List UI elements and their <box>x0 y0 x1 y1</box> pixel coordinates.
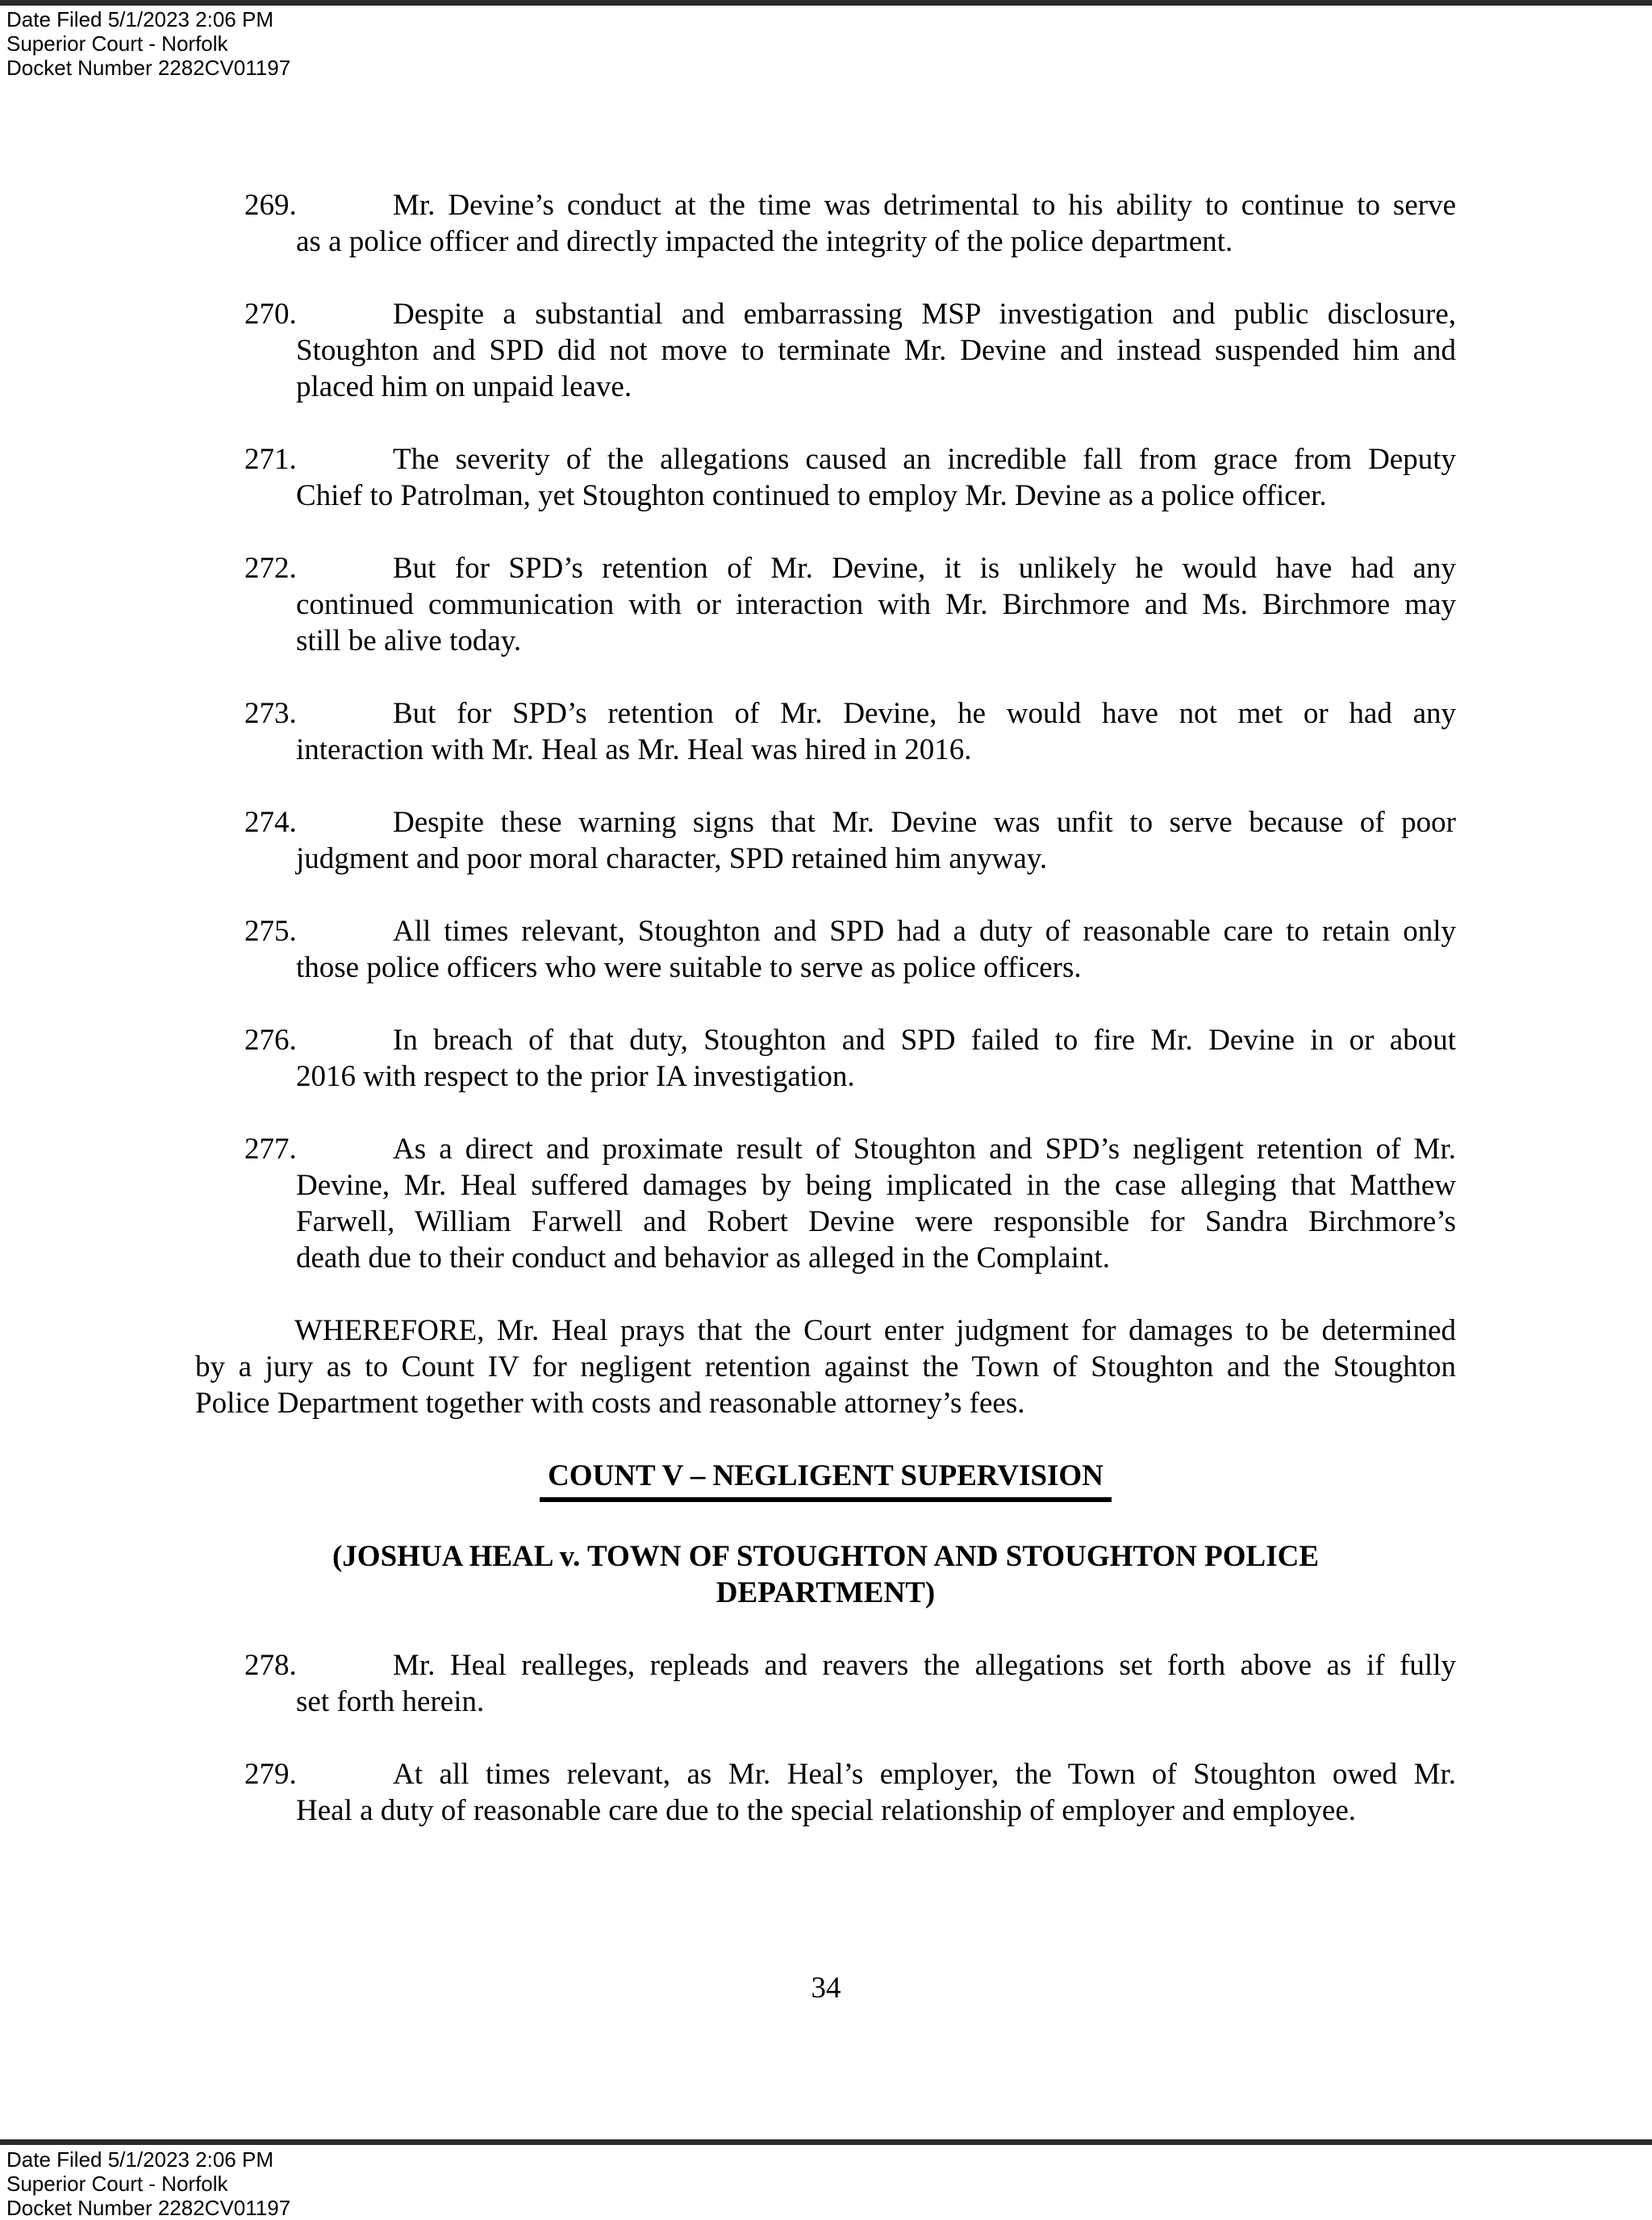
efiling-stamp-footer <box>6 2147 290 2220</box>
paragraph-line: In breach of that duty, Stoughton and SPD failed to fire Mr. Devine in or about <box>393 1024 1456 1057</box>
stamp-date-filed: Date Filed 5/1/2023 2:06 PM <box>6 2147 273 2172</box>
paragraph-line: Farwell, William Farwell and Robert Devine were responsible for Sandra Birchmore’s <box>296 1205 1456 1238</box>
paragraph-line: judgment and poor moral character, SPD retained him anyway. <box>296 842 1048 875</box>
paragraph-number: 275. <box>244 915 297 948</box>
paragraph-278 <box>195 1647 1456 1720</box>
paragraph-275 <box>195 913 1456 986</box>
complaint-body <box>195 187 1456 1865</box>
paragraph-line: At all times relevant, as Mr. Heal’s employer, the Town of Stoughton owed Mr. <box>393 1758 1456 1791</box>
paragraph-272 <box>195 550 1456 659</box>
stamp-docket-number: Docket Number 2282CV01197 <box>6 56 291 80</box>
paragraph-line: Stoughton and SPD did not move to terminate Mr. Devine and instead suspended him and <box>296 334 1456 367</box>
paragraph-277 <box>195 1131 1456 1276</box>
paragraph-line: placed him on unpaid leave. <box>296 370 632 403</box>
paragraph-line: death due to their conduct and behavior as alleged in the Complaint. <box>296 1241 1110 1275</box>
paragraph-270 <box>195 296 1456 405</box>
scan-top-bar <box>0 0 1652 6</box>
parties-heading-line: DEPARTMENT) <box>715 1576 936 1609</box>
efiling-stamp-header <box>6 7 290 80</box>
scan-bottom-bar <box>0 2139 1652 2145</box>
stamp-date-filed: Date Filed 5/1/2023 2:06 PM <box>6 7 273 31</box>
paragraph-271 <box>195 441 1456 514</box>
stamp-court-name: Superior Court - Norfolk <box>6 31 228 56</box>
paragraph-number: 276. <box>244 1024 297 1057</box>
wherefore-clause <box>195 1312 1456 1421</box>
parties-heading <box>195 1538 1456 1611</box>
paragraph-line: The severity of the allegations caused an incredible fall from grace from Deputy <box>393 443 1456 476</box>
paragraph-line: But for SPD’s retention of Mr. Devine, it is unlikely he would have had any <box>393 552 1456 585</box>
paragraph-line: continued communication with or interaction with Mr. Birchmore and Ms. Birchmore may <box>296 588 1456 621</box>
paragraph-number: 271. <box>244 443 297 476</box>
paragraph-number: 277. <box>244 1133 297 1166</box>
paragraph-274 <box>195 804 1456 877</box>
stamp-court-name: Superior Court - Norfolk <box>6 2172 228 2196</box>
paragraph-number: 272. <box>244 552 297 585</box>
count-v-heading <box>195 1458 1456 1502</box>
paragraph-line: Chief to Patrolman, yet Stoughton continued to employ Mr. Devine as a police officer. <box>296 479 1327 512</box>
paragraph-line: All times relevant, Stoughton and SPD had a duty of reasonable care to retain only <box>393 915 1456 948</box>
paragraph-273 <box>195 695 1456 768</box>
paragraph-line: Heal a duty of reasonable care due to the special relationship of employer and employee. <box>296 1794 1357 1827</box>
parties-heading-line: (JOSHUA HEAL v. TOWN OF STOUGHTON AND STOUGHTON POLICE <box>332 1540 1320 1573</box>
wherefore-line: by a jury as to Count IV for negligent retention against the Town of Stoughton and the Stoughton <box>195 1350 1456 1383</box>
paragraph-line: Mr. Devine’s conduct at the time was detrimental to his ability to continue to serve <box>393 189 1456 222</box>
paragraph-line: as a police officer and directly impacted the integrity of the police department. <box>296 225 1233 258</box>
paragraph-line: Mr. Heal realleges, repleads and reavers the allegations set forth above as if fully <box>393 1649 1456 1682</box>
paragraph-279 <box>195 1756 1456 1829</box>
paragraph-number: 273. <box>244 697 297 730</box>
paragraph-line: Despite a substantial and embarrassing MSP investigation and public disclosure, <box>393 298 1456 331</box>
paragraph-number: 269. <box>244 189 297 222</box>
paragraph-line: Devine, Mr. Heal suffered damages by being implicated in the case alleging that Matthew <box>296 1169 1456 1202</box>
paragraph-line: But for SPD’s retention of Mr. Devine, he would have not met or had any <box>393 697 1456 730</box>
wherefore-line: WHEREFORE, Mr. Heal prays that the Court enter judgment for damages to be determined <box>294 1314 1456 1347</box>
paragraph-number: 279. <box>244 1758 297 1791</box>
paragraph-line: interaction with Mr. Heal as Mr. Heal was hired in 2016. <box>296 733 972 766</box>
paragraph-number: 270. <box>244 298 297 331</box>
count-v-heading-text: COUNT V – NEGLIGENT SUPERVISION <box>540 1458 1112 1502</box>
paragraph-line: set forth herein. <box>296 1685 485 1718</box>
paragraph-line: As a direct and proximate result of Stoughton and SPD’s negligent retention of Mr. <box>393 1133 1456 1166</box>
paragraph-276 <box>195 1022 1456 1095</box>
wherefore-line: Police Department together with costs and reasonable attorney’s fees. <box>195 1387 1025 1420</box>
paragraph-line: Despite these warning signs that Mr. Devine was unfit to serve because of poor <box>393 806 1456 839</box>
paragraph-number: 278. <box>244 1649 297 1682</box>
paragraph-269 <box>195 187 1456 260</box>
page-number: 34 <box>811 1972 841 2005</box>
paragraph-line: those police officers who were suitable to serve as police officers. <box>296 951 1082 984</box>
paragraph-number: 274. <box>244 806 297 839</box>
paragraph-line: 2016 with respect to the prior IA investigation. <box>296 1060 855 1093</box>
paragraph-line: still be alive today. <box>296 624 522 657</box>
stamp-docket-number: Docket Number 2282CV01197 <box>6 2196 291 2220</box>
